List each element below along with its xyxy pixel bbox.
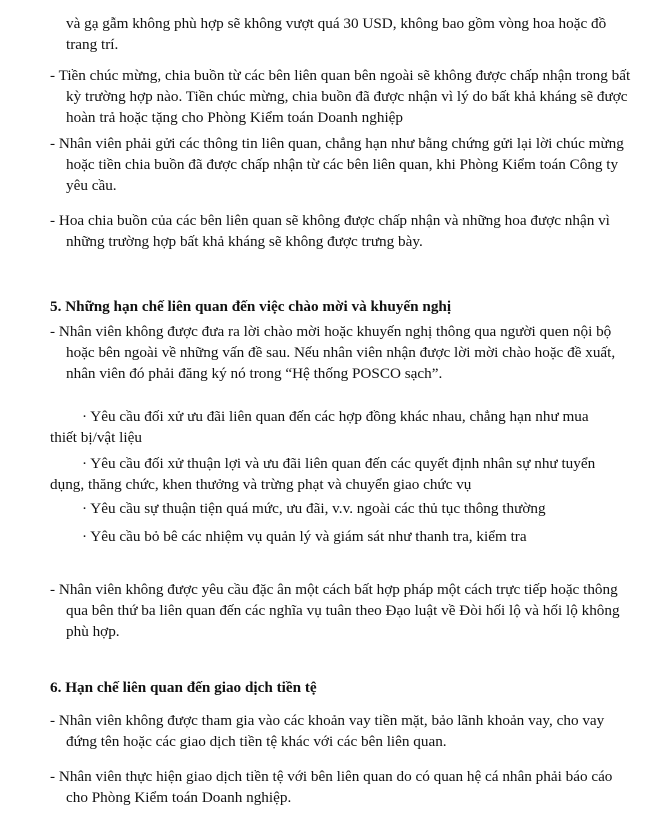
- paragraph-condolence-flowers: - Hoa chia buồn của các bên liên quan sẽ không được chấp nhận và những hoa được nhận vì những trường hợp bất khả kháng sẽ không được trưng bày.: [50, 212, 610, 250]
- paragraph-submit-information: - Nhân viên phải gửi các thông tin liên quan, chẳng hạn như bằng chứng gửi lại lời chúc mừng hoặc tiền chia buồn đã được chấp nhận từ các bên liên quan, khi Phòng Kiểm toán Công ty yêu cầu.: [50, 135, 624, 194]
- paragraph-congratulation-money: - Tiền chúc mừng, chia buồn từ các bên liên quan bên ngoài sẽ không được chấp nhận trong bất kỳ trường hợp nào. Tiền chúc mừng, chia buồn đã được nhận vì lý do bất khả kháng sẽ được hoàn trả hoặc tặng cho Phòng Kiểm toán Doanh nghiệp: [50, 67, 631, 126]
- paragraph-solicitation: - Nhân viên không được đưa ra lời chào mời hoặc khuyến nghị thông qua người quen nội bộ hoặc bên ngoài về những vấn đề sau. Nếu nhân viên nhận được lời mời chào hoặc đề xuất, nhân viên đó phải đăng ký nó trong “Hệ thống POSCO sạch”.: [50, 323, 616, 382]
- paragraph-report-transactions: - Nhân viên thực hiện giao dịch tiền tệ với bên liên quan do có quan hệ cá nhân phải báo cáo cho Phòng Kiểm toán Doanh nghiệp.: [50, 768, 613, 806]
- section-heading-5: 5. Những hạn chế liên quan đến việc chào mời và khuyến nghị: [50, 298, 452, 315]
- paragraph-illegal-favor: - Nhân viên không được yêu cầu đặc ân một cách bất hợp pháp một cách trực tiếp hoặc thông qua bên thứ ba liên quan đến các nghĩa vụ tuân theo Đạo luật về Đòi hối lộ và hối lộ không phù hợp.: [50, 581, 620, 640]
- paragraph-no-loans: - Nhân viên không được tham gia vào các khoản vay tiền mặt, bảo lãnh khoản vay, cho vay đứng tên hoặc các giao dịch tiền tệ khác với các bên liên quan.: [50, 712, 605, 750]
- bullet-neglect-duties: · Yêu cầu bỏ bê các nhiệm vụ quản lý và giám sát như thanh tra, kiểm tra: [82, 528, 527, 545]
- section-heading-6: 6. Hạn chế liên quan đến giao dịch tiền tệ: [50, 679, 317, 696]
- bullet-personnel: · Yêu cầu đối xử thuận lợi và ưu đãi liên quan đến các quyết định nhân sự như tuyển dụng, thăng chức, khen thưởng và trừng phạt và chuyển giao chức vụ: [50, 455, 596, 493]
- bullet-convenience: · Yêu cầu sự thuận tiện quá mức, ưu đãi, v.v. ngoài các thủ tục thông thường: [82, 500, 546, 517]
- bullet-contracts: · Yêu cầu đối xử ưu đãi liên quan đến các hợp đồng khác nhau, chẳng hạn như mua thiết bị/vật liệu: [50, 408, 589, 446]
- paragraph-continuation: và gạ gẫm không phù hợp sẽ không vượt quá 30 USD, không bao gồm vòng hoa hoặc đồ trang trí.: [66, 15, 607, 53]
